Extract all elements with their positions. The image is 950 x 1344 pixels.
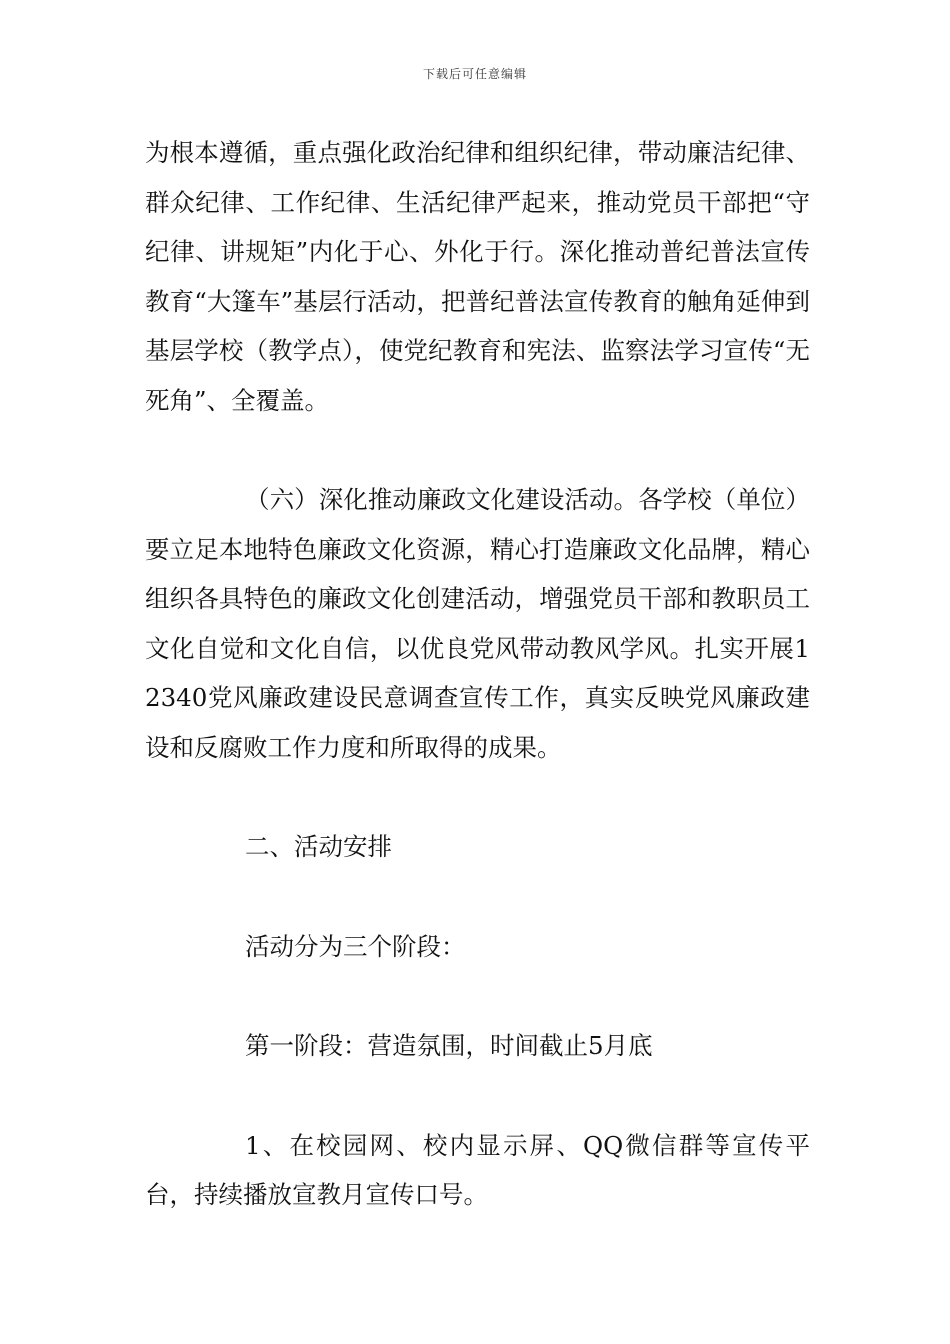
paragraph-gap <box>145 772 810 822</box>
paragraph-gap <box>145 1071 810 1121</box>
paragraph-item-one: 1、在校园网、校内显示屏、QQ微信群等宣传平台，持续播放宣教月宣传口号。 <box>145 1130 810 1209</box>
paragraph-three-stages: 活动分为三个阶段： <box>245 931 466 961</box>
paragraph-stage-one: 第一阶段：营造氛围，时间截止5月底 <box>245 1031 653 1060</box>
paragraph-gap <box>145 425 810 475</box>
paragraph-integrity-culture: （六）深化推动廉政文化建设活动。各学校（单位）要立足本地特色廉政文化资源，精心打造廉政文化品牌，精心组织各具特色的廉政文化创建活动，增强党员干部和教职员工文化自觉和文化自信，以优良党风带动教风学风。扎实开展12340党风廉政建设民意调查宣传工作，真实反映党风廉政建设和反腐败工作力度和所取得的成果。 <box>145 485 810 762</box>
paragraph-gap <box>145 971 810 1021</box>
document-body <box>145 128 810 1220</box>
paragraph-discipline: 为根本遵循，重点强化政治纪律和组织纪律，带动廉洁纪律、群众纪律、工作纪律、生活纪律严起来，推动党员干部把“守纪律、讲规矩”内化于心、外化于行。深化推动普纪普法宣传教育“大篷车”基层行活动，把普纪普法宣传教育的触角延伸到基层学校（教学点），使党纪教育和宪法、监察法学习宣传“无死角”、全覆盖。 <box>145 138 810 415</box>
paragraph-gap <box>145 872 810 922</box>
section-heading-activity-arrangement: 二、活动安排 <box>245 832 392 861</box>
page-header: 下载后可任意编辑 <box>422 67 527 81</box>
